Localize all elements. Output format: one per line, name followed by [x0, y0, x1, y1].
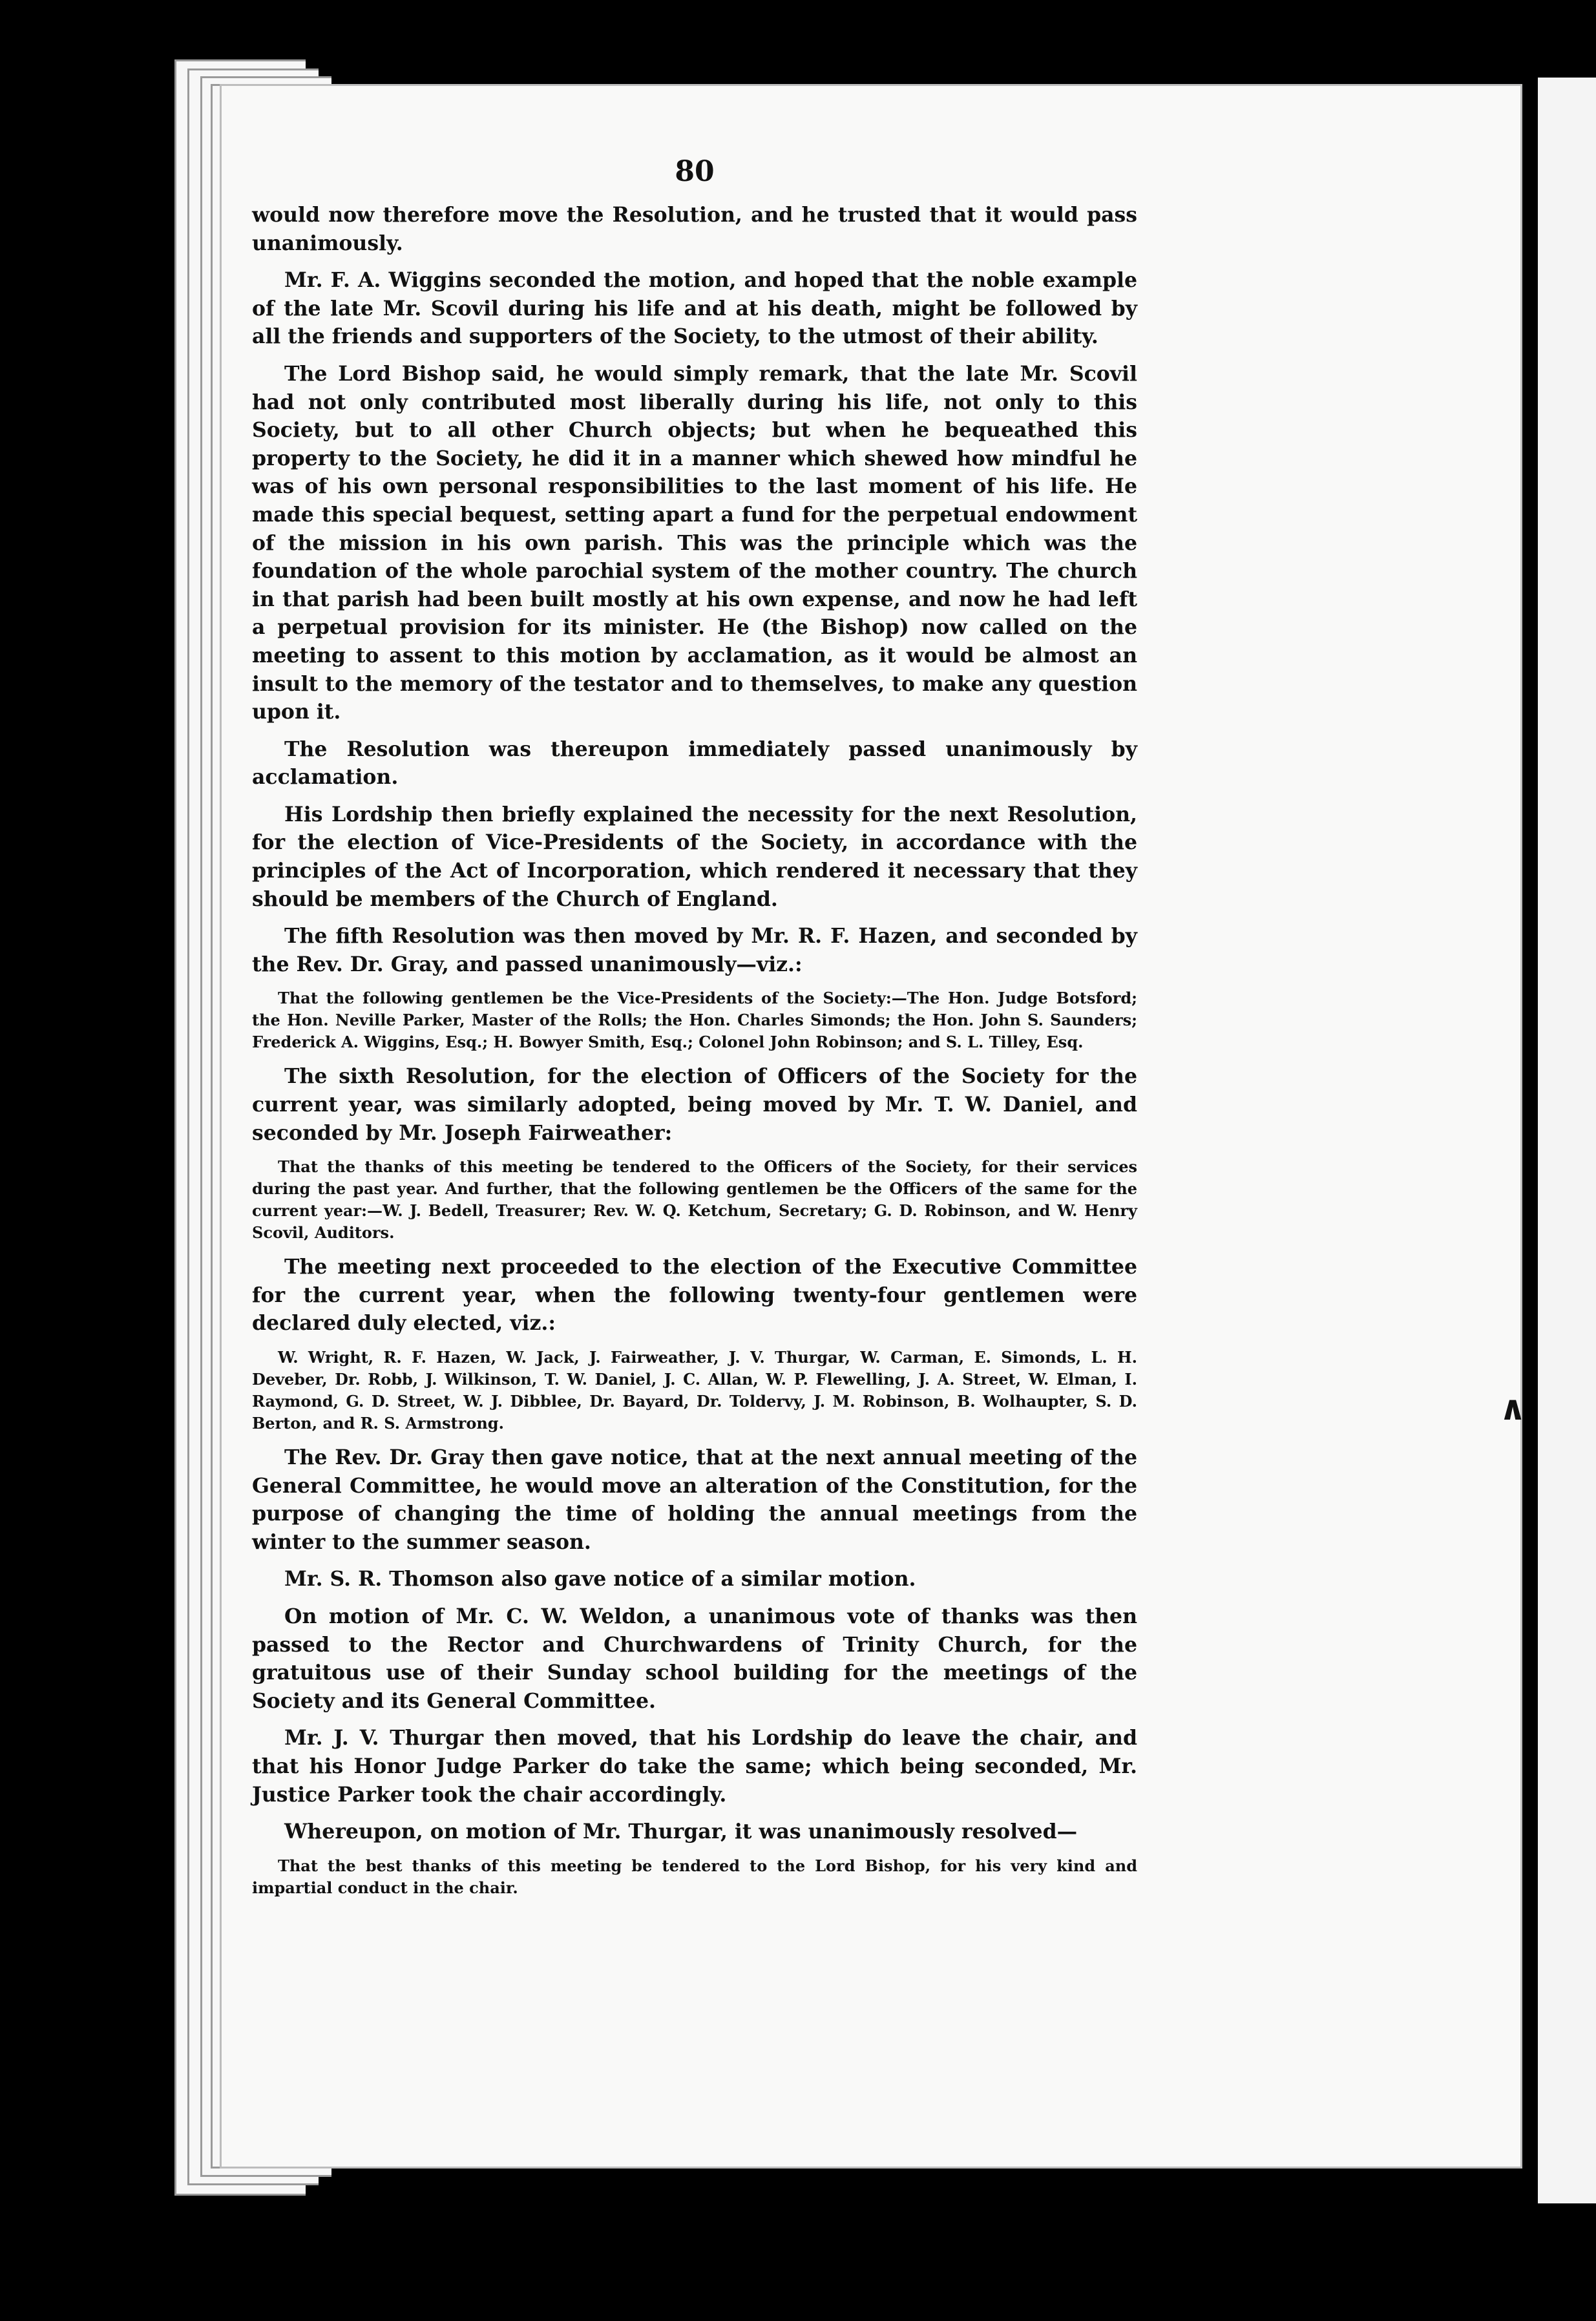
resolution-text: That the best thanks of this meeting be tendered to the Lord Bishop, for his very kind and impartial conduct in the chair. — [252, 1856, 1137, 1897]
paragraph: The meeting next proceeded to the election of the Executive Committee for the current year, when the following twenty-four gentlemen were declared duly elected, viz.: — [252, 1255, 1137, 1336]
page-content — [252, 155, 1137, 1908]
resolution-text: That the following gentlemen be the Vice-Presidents of the Society:—The Hon. Judge Botsford; the Hon. Neville Parker, Master of the Rolls; the Hon. Charles Simonds; the Hon. John S. Saunders; Frederick A. Wiggins, Esq.; H. Bowyer Smith, Esq.; Colonel John Robinson; and S. L. Tilley, Esq. — [252, 989, 1137, 1052]
paragraph: His Lordship then briefly explained the necessity for the next Resolution, for the election of Vice-Presidents of the Society, in accordance with the principles of the Act of Incorporation, which rendered it necessary that they should be members of the Church of England. — [252, 802, 1137, 911]
paragraph: The Lord Bishop said, he would simply remark, that the late Mr. Scovil had not only contributed most liberally during his life, not only to this Society, but to all other Church objects; but when he bequeathed this property to the Society, he did it in a manner which shewed how mindful he was of his own personal responsibilities to the last moment of his life. He made this special bequest, setting apart a fund for the perpetual endowment of the mission in his own parish. This was the principle which was the foundation of the whole parochial system of the mother country. The church in that parish had been built mostly at his own expense, and now he had left a perpetual provision for its minister. He (the Bishop) now called on the meeting to assent to this motion by acclamation, as it would be almost an insult to the memory of the testator and to themselves, to make any question upon it. — [252, 361, 1137, 724]
paragraph: Mr. J. V. Thurgar then moved, that his Lordship do leave the chair, and that his Honor Judge Parker do take the same; which being seconded, Mr. Justice Parker took the chair accordingly. — [252, 1726, 1137, 1807]
page-number: 80 — [675, 155, 715, 188]
paragraph: The Resolution was thereupon immediately passed unanimously by acclamation. — [252, 737, 1137, 790]
paragraph: The sixth Resolution, for the election of Officers of the Society for the current year, was similarly adopted, being moved by Mr. T. W. Daniel, and seconded by Mr. Joseph Fairweather: — [252, 1064, 1137, 1145]
paragraph: Mr. S. R. Thomson also gave notice of a similar motion. — [284, 1567, 916, 1591]
paragraph: Whereupon, on motion of Mr. Thurgar, it was unanimously resolved— — [284, 1820, 1078, 1844]
committee-list: W. Wright, R. F. Hazen, W. Jack, J. Fairweather, J. V. Thurgar, W. Carman, E. Simonds, L. H. Deveber, Dr. Robb, J. Wilkinson, T. W. Daniel, J. C. Allan, W. P. Flewelling, J. A. Street, W. Elman, I. Raymond, G. D. Street, W. J. Dibblee, Dr. Bayard, Dr. Toldervy, J. M. Robinson, B. Wolhaupter, S. D. Berton, and R. S. Armstrong. — [252, 1348, 1137, 1433]
paragraph: The Rev. Dr. Gray then gave notice, that at the next annual meeting of the General Committee, he would move an alteration of the Constitution, for the purpose of changing the time of holding the annual meetings from the winter to the summer season. — [252, 1445, 1137, 1554]
caret-mark-icon: ∧ — [1499, 1389, 1527, 1428]
paragraph: Mr. F. A. Wiggins seconded the motion, and hoped that the noble example of the late Mr. Scovil during his life and at his death, might be followed by all the friends and supporters of the Society, to the utmost of their ability. — [252, 268, 1137, 349]
paragraph: The fifth Resolution was then moved by Mr. R. F. Hazen, and seconded by the Rev. Dr. Gray, and passed unanimously—viz.: — [252, 924, 1137, 976]
paragraph: would now therefore move the Resolution, and he trusted that it would pass unanimously. — [252, 203, 1137, 255]
adjacent-page-edge — [1538, 78, 1596, 2203]
paragraph: On motion of Mr. C. W. Weldon, a unanimous vote of thanks was then passed to the Rector and Churchwardens of Trinity Church, for the gratuitous use of their Sunday school building for the meetings of the Society and its General Committee. — [252, 1604, 1137, 1713]
resolution-text: That the thanks of this meeting be tendered to the Officers of the Society, for their services during the past year. And further, that the following gentlemen be the Officers of the same for the current year:—W. J. Bedell, Treasurer; Rev. W. Q. Ketchum, Secretary; G. D. Robinson, and W. Henry Scovil, Auditors. — [252, 1157, 1137, 1243]
